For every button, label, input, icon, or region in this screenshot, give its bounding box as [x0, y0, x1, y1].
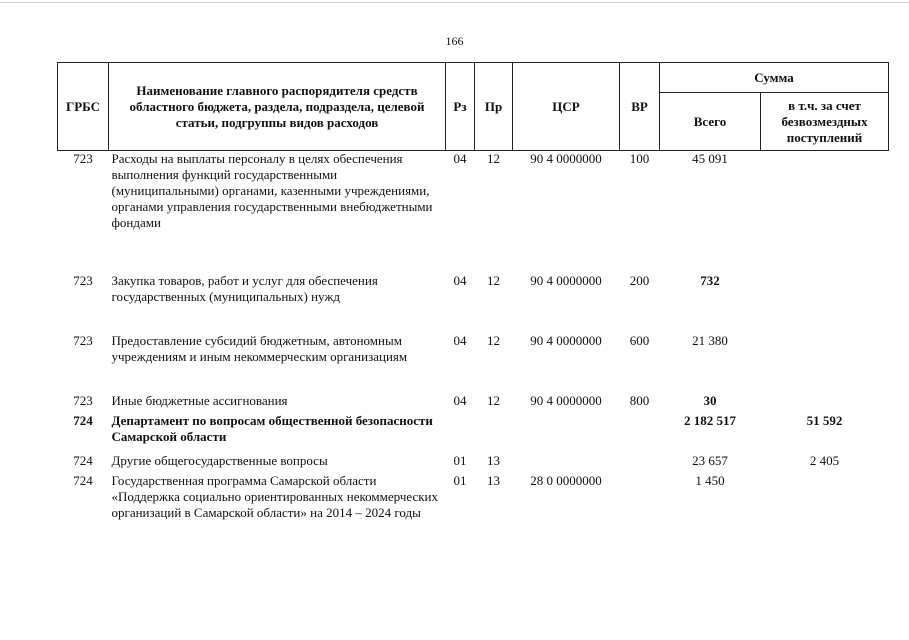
cell-total: 732 — [700, 272, 720, 288]
cell-vr — [620, 473, 660, 543]
cell-vr: 600 — [629, 332, 650, 348]
cell-total: 30 — [703, 392, 717, 408]
cell-name: Иные бюджетные ассигнования — [111, 392, 288, 408]
cell-gratuitous — [761, 333, 889, 393]
scan-top-edge — [0, 2, 909, 3]
table-row — [58, 151, 889, 273]
cell-vr — [620, 413, 660, 453]
cell-gratuitous: 2 405 — [809, 452, 840, 468]
cell-gratuitous: 51 592 — [806, 412, 843, 428]
table-row — [58, 333, 889, 393]
page-number: 166 — [445, 34, 464, 48]
cell-rz: 04 — [453, 392, 467, 408]
cell-rz: 04 — [453, 332, 467, 348]
cell-csr — [513, 453, 620, 473]
cell-total: 21 380 — [692, 332, 728, 348]
header-name: Наименование главного распорядителя средств областного бюджета, раздела, подраздела, целевой статьи, подгруппы видов расходов — [109, 63, 446, 151]
cell-csr: 90 4 0000000 — [530, 332, 602, 348]
cell-pr: 13 — [487, 452, 500, 468]
cell-grbs: 724 — [73, 452, 93, 468]
cell-csr: 90 4 0000000 — [530, 272, 602, 288]
cell-name: Закупка товаров, работ и услуг для обеспечения государственных (муниципальных) нужд — [111, 272, 378, 304]
cell-rz: 04 — [453, 272, 467, 288]
header-sum: Сумма — [660, 63, 889, 93]
cell-pr: 12 — [487, 392, 500, 408]
table-row — [58, 273, 889, 333]
table-row — [58, 453, 889, 473]
table-row — [58, 393, 889, 413]
table-header — [58, 63, 889, 151]
cell-gratuitous — [761, 393, 889, 413]
cell-rz: 04 — [453, 151, 467, 166]
cell-total: 45 091 — [692, 151, 728, 166]
header-vr: ВР — [620, 63, 660, 151]
cell-vr: 100 — [629, 151, 650, 166]
header-grbs: ГРБС — [58, 63, 109, 151]
header-csr: ЦСР — [513, 63, 620, 151]
cell-gratuitous — [761, 473, 889, 543]
cell-name: Государственная программа Самарской области «Поддержка социально ориентированных некоммерческих организаций в Самарской области» на 2014 – 2024 годы — [111, 472, 438, 520]
cell-pr: 13 — [487, 472, 500, 488]
cell-pr: 12 — [487, 151, 500, 166]
cell-vr — [620, 453, 660, 473]
cell-csr: 90 4 0000000 — [530, 392, 602, 408]
cell-csr: 90 4 0000000 — [530, 151, 602, 166]
cell-name: Предоставление субсидий бюджетным, автономным учреждениям и иным некоммерческим организациям — [111, 332, 408, 364]
header-rz: Рз — [446, 63, 475, 151]
table-row — [58, 413, 889, 453]
cell-gratuitous — [761, 273, 889, 333]
cell-vr: 200 — [629, 272, 650, 288]
cell-grbs: 724 — [73, 412, 93, 428]
header-pr: Пр — [475, 63, 513, 151]
cell-total: 23 657 — [692, 452, 728, 468]
header-total: Всего — [660, 93, 761, 151]
cell-name: Другие общегосударственные вопросы — [111, 452, 328, 468]
header-gratuitous: в т.ч. за счет безвозмездных поступлений — [761, 93, 889, 151]
cell-gratuitous — [761, 151, 889, 273]
cell-total: 2 182 517 — [684, 412, 736, 428]
cell-pr: 12 — [487, 272, 500, 288]
cell-rz: 01 — [453, 472, 467, 488]
cell-grbs: 723 — [73, 272, 93, 288]
cell-grbs: 723 — [73, 392, 93, 408]
cell-grbs: 723 — [73, 151, 93, 166]
cell-rz: 01 — [453, 452, 467, 468]
cell-grbs: 724 — [73, 472, 93, 488]
cell-rz — [446, 413, 475, 453]
budget-table — [57, 62, 889, 543]
table-body — [58, 151, 889, 543]
table-row — [58, 473, 889, 543]
cell-csr — [513, 413, 620, 453]
cell-name: Расходы на выплаты персоналу в целях обеспечения выполнения функций государственными (муниципальными) органами, казенными учреждениями, органами управления государственными внебюджетными фондами — [111, 151, 433, 230]
cell-vr: 800 — [629, 392, 650, 408]
cell-name: Департамент по вопросам общественной безопасности Самарской области — [111, 412, 433, 444]
cell-total: 1 450 — [695, 472, 725, 488]
cell-grbs: 723 — [73, 332, 93, 348]
cell-csr: 28 0 0000000 — [530, 472, 602, 488]
cell-pr: 12 — [487, 332, 500, 348]
cell-pr — [475, 413, 513, 453]
